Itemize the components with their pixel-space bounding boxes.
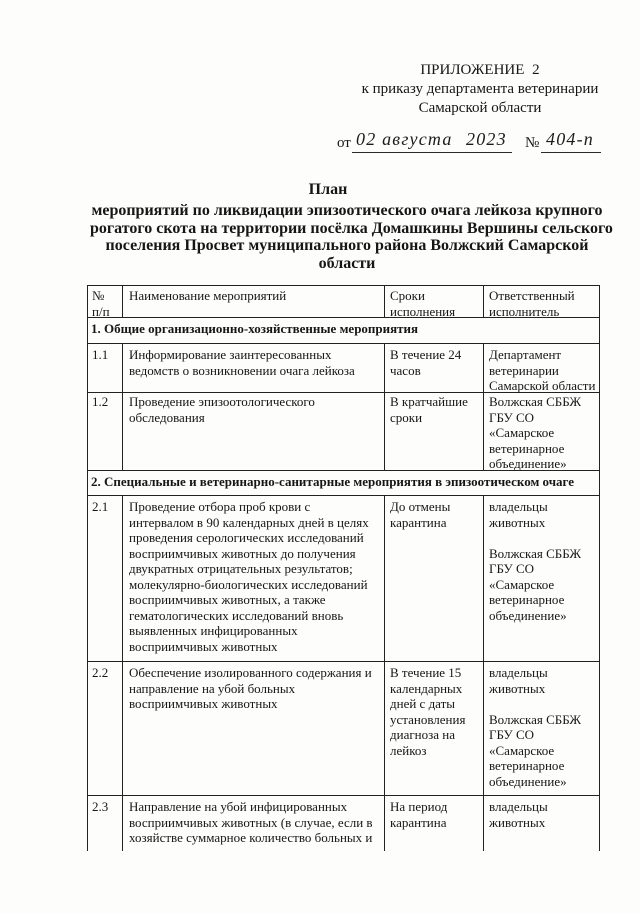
row-deadline: В кратчайшие сроки [385,393,484,471]
row-deadline: До отмены карантина [385,496,484,662]
row-responsible: владельцы животных Волжская СББЖ ГБУ СО «Самарское ветеринарное объединение» [484,496,600,662]
row-responsible: владельцы животных Волжская СББЖ ГБУ СО «Самарское ветеринарное объединение» [484,662,600,796]
row-number: 2.2 [88,662,123,796]
number-sign: № [525,135,540,151]
column-header-number: № п/п [88,286,123,318]
row-deadline: В течение 15 календарных дней с даты установления диагноза на лейкоз [385,662,484,796]
appendix-region: Самарской области [418,100,542,116]
date-prefix: от [337,135,351,151]
row-number: 2.3 [88,796,123,851]
row-responsible: владельцы животных [484,796,600,851]
row-responsible: Департамент ветеринарии Самарской области [484,344,600,393]
handwritten-date: 02 августа [356,129,453,149]
document-heading: План [308,181,348,198]
row-measure: Обеспечение изолированного содержания и направление на убой больных восприимчивых животных [123,662,385,796]
row-number: 2.1 [88,496,123,662]
plan-table [87,285,600,851]
row-deadline: В течение 24 часов [385,344,484,393]
row-measure: Проведение эпизоотологического обследования [123,393,385,471]
column-header-deadline: Сроки исполнения [385,286,484,318]
row-measure: Проведение отбора проб крови с интервалом в 90 календарных дней в целях проведения серологических исследований восприимчивых животных до получения двукратных отрицательных результатов; молекулярно-биологических исследований восприимчивых животных, а также гематологических исследований вновь выявленных инфицированных восприимчивых животных [123,496,385,662]
row-deadline: На период карантина [385,796,484,851]
row-measure: Направление на убой инфицированных восприимчивых животных (в случае, если в хозяйстве суммарное количество больных и [123,796,385,851]
section-title: 1. Общие организационно-хозяйственные мероприятия [88,318,600,344]
row-number: 1.2 [88,393,123,471]
section-title: 2. Специальные и ветеринарно-санитарные мероприятия в эпизоотическом очаге [88,471,600,496]
appendix-title: ПРИЛОЖЕНИЕ 2 [420,62,540,78]
appendix-order-reference: к приказу департамента ветеринарии [361,81,599,97]
document-subtitle: мероприятий по ликвидации эпизоотического очага лейкоза крупного рогатого скота на территории посёлка Домашкины Вершины сельского поселения Просвет муниципального района Волжский Самарской области [90,202,613,272]
handwritten-year: 2023 [466,129,507,149]
appendix-block [340,61,620,118]
row-responsible: Волжская СББЖ ГБУ СО «Самарское ветеринарное объединение» [484,393,600,471]
date-underline [352,152,512,153]
column-header-measure: Наименование мероприятий [123,286,385,318]
row-number: 1.1 [88,344,123,393]
column-header-responsible: Ответственный исполнитель [484,286,600,318]
row-measure: Информирование заинтересованных ведомств о возникновении очага лейкоза [123,344,385,393]
number-underline [541,152,601,153]
handwritten-order-number: 404-п [546,129,594,149]
